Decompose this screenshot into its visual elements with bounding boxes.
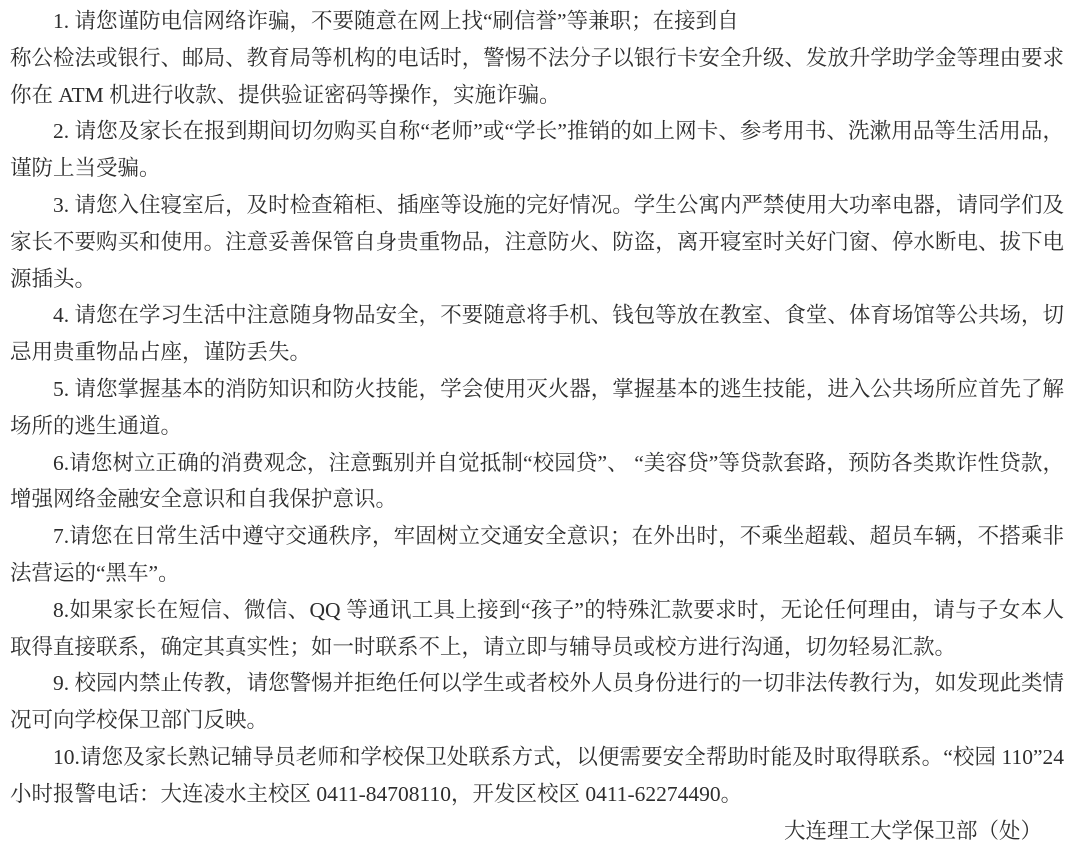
paragraph-1: 1. 请您谨防电信网络诈骗，不要随意在网上找“刷信誉”等兼职；在接到自 称公检法或银行、邮局、教育局等机构的电话时，警惕不法分子以银行卡安全升级、发放升学助学金等理由要求你在 ATM 机进行收款、提供验证密码等操作，实施诈骗。 <box>10 9 1064 107</box>
document-body <box>10 3 1064 813</box>
signature: 大连理工大学保卫部（处） <box>783 818 1042 843</box>
paragraph-4: 4. 请您在学习生活中注意随身物品安全，不要随意将手机、钱包等放在教室、食堂、体育场馆等公共场，切忌用贵重物品占座，谨防丢失。 <box>10 303 1064 365</box>
paragraph-6: 6.请您树立正确的消费观念，注意甄别并自觉抵制“校园贷”、 “美容贷”等贷款套路，预防各类欺诈性贷款，增强网络金融安全意识和自我保护意识。 <box>10 450 1064 512</box>
paragraph-9: 9. 校园内禁止传教，请您警惕并拒绝任何以学生或者校外人员身份进行的一切非法传教行为，如发现此类情况可向学校保卫部门反映。 <box>10 671 1064 733</box>
paragraph-7: 7.请您在日常生活中遵守交通秩序，牢固树立交通安全意识；在外出时，不乘坐超载、超员车辆，不搭乘非法营运的“黑车”。 <box>10 524 1064 585</box>
paragraph-3: 3. 请您入住寝室后，及时检查箱柜、插座等设施的完好情况。学生公寓内严禁使用大功率电器，请同学们及家长不要购买和使用。注意妥善保管自身贵重物品，注意防火、防盗，离开寝室时关好门窗、停水断电、拔下电源插头。 <box>10 192 1064 291</box>
paragraph-8: 8.如果家长在短信、微信、QQ 等通讯工具上接到“孩子”的特殊汇款要求时，无论任何理由，请与子女本人取得直接联系，确定其真实性；如一时联系不上，请立即与辅导员或校方进行沟通，切勿轻易汇款。 <box>10 597 1064 659</box>
paragraph-2: 2. 请您及家长在报到期间切勿购买自称“老师”或“学长”推销的如上网卡、参考用书、洗漱用品等生活用品，谨防上当受骗。 <box>10 119 1064 181</box>
paragraph-10: 10.请您及家长熟记辅导员老师和学校保卫处联系方式，以便需要安全帮助时能及时取得联系。“校园 110”24 小时报警电话：大连凌水主校区 0411-84708110，开发区校区 0411-62274490。 <box>10 744 1064 806</box>
paragraph-5: 5. 请您掌握基本的消防知识和防火技能，学会使用灭火器，掌握基本的逃生技能，进入公共场所应首先了解场所的逃生通道。 <box>10 376 1064 438</box>
